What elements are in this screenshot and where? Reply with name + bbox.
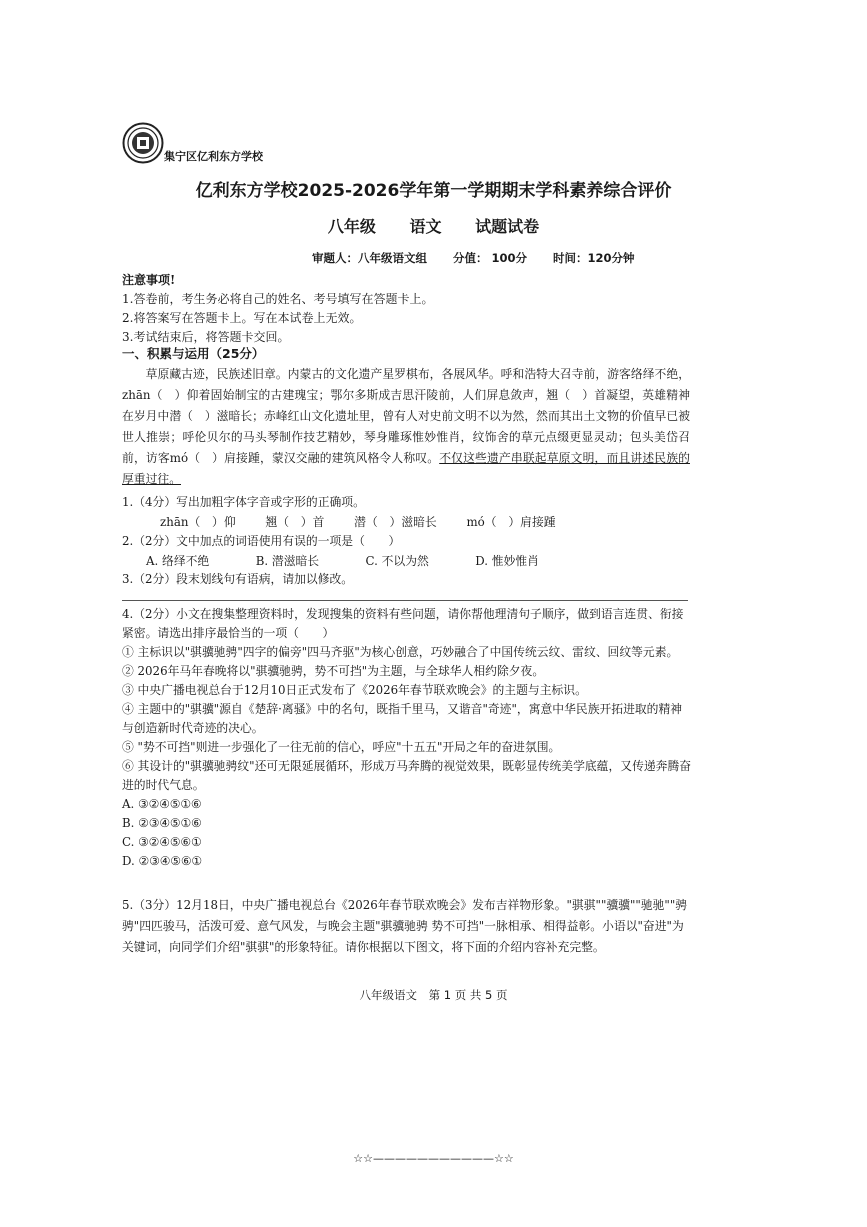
answer-choice: B. ②③④⑤①⑥	[122, 816, 202, 830]
q1-item: 翘（ ）首	[265, 514, 325, 529]
sentence-item: ② 2026年马年春晚将以"骐骥驰骋，势不可挡"为主题，与全球华人相约除夕夜。	[122, 664, 545, 678]
question-text: 5.（3分）12月18日，中央广播电视总台《2026年春节联欢晚会》发布吉祥物形象。"骐骐""骥骥""驰驰""骋骋"四匹骏马，活泼可爱、意气风发，与晚会主题"骐骥驰骋 势不可挡"一脉相承、相得益彰。小语以"奋进"为关键词，向同学们介绍"骐骐"的形象特征。请你根据以下图文，将下面的介绍内容补充完整。	[122, 898, 688, 954]
sentence-item: ① 主标识以"骐骥驰骋"四字的偏旁"四马齐驱"为核心创意，巧妙融合了中国传统云纹、雷纹、回纹等元素。	[122, 645, 679, 659]
q1-items	[122, 513, 692, 533]
notice-item: 2.将答案写在答题卡上。写在本试卷上无效。	[122, 311, 362, 325]
sentence-item: ⑥ 其设计的"骐骥驰骋纹"还可无限延展循环，形成万马奔腾的视觉效果，既彰显传统美学底蕴，又传递奔腾奋进的时代气息。	[122, 759, 692, 792]
question-2	[122, 532, 692, 571]
q1-item: mó（ ）肩接踵	[466, 514, 556, 529]
q2-option: C. 不以为然	[365, 553, 429, 568]
answer-choice: A. ③②④⑤①⑥	[122, 797, 202, 811]
passage-text: 草原藏古迹，民族述旧章。内蒙古的文化遗产星罗棋布，各展风华。呼和浩特大召寺前，游客络绎不绝，zhān（ ）仰着固始制宝的古建瑰宝；鄂尔多斯成吉思汗陵前，人们屏息敛声，翘（ ）首凝望，英雄精神在岁月中潜（ ）滋暗长；赤峰红山文化遗址里，曾有人对史前文明不以为然，然而其出土文物的价值早已被世人推崇；呼伦贝尔的马头琴制作技艺精妙，琴身雕琢惟妙惟肖，纹饰舍的草元点缀更显灵动；包头美岱召前，访客mó（ ）肩接踵，蒙汉交融的建筑风格令人称叹。	[122, 367, 690, 465]
notice-block	[122, 271, 682, 347]
reviewer: 审题人：八年级语文组	[312, 251, 427, 265]
school-logo-icon	[122, 122, 164, 164]
score: 分值： 100分	[453, 251, 528, 265]
answer-choice: C. ③②④⑤⑥①	[122, 835, 202, 849]
q1-item: zhān（ ）仰	[160, 514, 236, 529]
notice-item: 1.答卷前，考生务必将自己的姓名、考号填写在答题卡上。	[122, 292, 434, 306]
question-4	[122, 605, 692, 871]
q1-item: 潜（ ）滋暗长	[354, 514, 437, 529]
question-stem: 2.（2分）文中加点的词语使用有误的一项是（ ）	[122, 534, 401, 548]
sentence-item: ⑤ "势不可挡"则进一步强化了一往无前的信心，呼应"十五五"开局之年的奋进氛围。	[122, 740, 561, 754]
q2-option: B. 潜滋暗长	[255, 553, 320, 568]
question-stem: 1.（4分）写出加粗字体字音或字形的正确项。	[122, 495, 365, 509]
exam-title: 亿利东方学校2025-2026学年第一学期期末学科素养综合评价	[195, 181, 672, 201]
exam-meta	[312, 250, 657, 266]
grade-label: 八年级	[327, 217, 376, 236]
sentence-item: ④ 主题中的"骐骥"源自《楚辞·离骚》中的名句，既指千里马，又谐音"奇迹"，寓意中华民族开拓进取的精神与创造新时代奇迹的决心。	[122, 702, 683, 735]
notice-item: 3.考试结束后，将答题卡交回。	[122, 330, 290, 344]
question-3	[122, 570, 692, 590]
subject-label: 语文	[409, 217, 442, 236]
notice-heading: 注意事项!	[122, 273, 176, 287]
q2-option: D. 惟妙惟肖	[475, 553, 539, 568]
question-stem: 3.（2分）段末划线句有语病，请加以修改。	[122, 572, 354, 586]
question-5	[122, 895, 692, 958]
question-stem: 4.（2分）小文在搜集整理资料时，发现搜集的资料有些问题，请你帮他理清句子顺序，做到语言连贯、衔接紧密。请选出排序最恰当的一项（ ）	[122, 607, 684, 640]
q2-option: A. 络绎不绝	[146, 553, 210, 568]
section-heading: 一、积累与运用（25分）	[122, 346, 265, 361]
school-name: 集宁区亿利东方学校	[164, 150, 263, 163]
page-footer	[0, 987, 867, 1003]
stars-divider: ☆☆———————————☆☆	[353, 1152, 514, 1165]
reading-passage	[122, 364, 690, 490]
footer-subject: 八年级语文	[359, 988, 417, 1002]
answer-choice: D. ②③④⑤⑥①	[122, 854, 202, 868]
sentence-item: ③ 中央广播电视总台于12月10日正式发布了《2026年春节联欢晚会》的主题与主标识。	[122, 683, 587, 697]
paper-type-label: 试题试卷	[475, 217, 540, 236]
underlined-sentence: 不仅这些遗产串联起草原文明，而且讲述民族的厚重过往。	[122, 451, 690, 486]
exam-subtitle	[0, 214, 867, 237]
q2-options	[122, 552, 692, 572]
footer-page-number: 第 1 页 共 5 页	[428, 988, 508, 1002]
divider-line	[122, 600, 688, 601]
time-limit: 时间：120分钟	[553, 251, 635, 265]
question-1	[122, 493, 692, 532]
